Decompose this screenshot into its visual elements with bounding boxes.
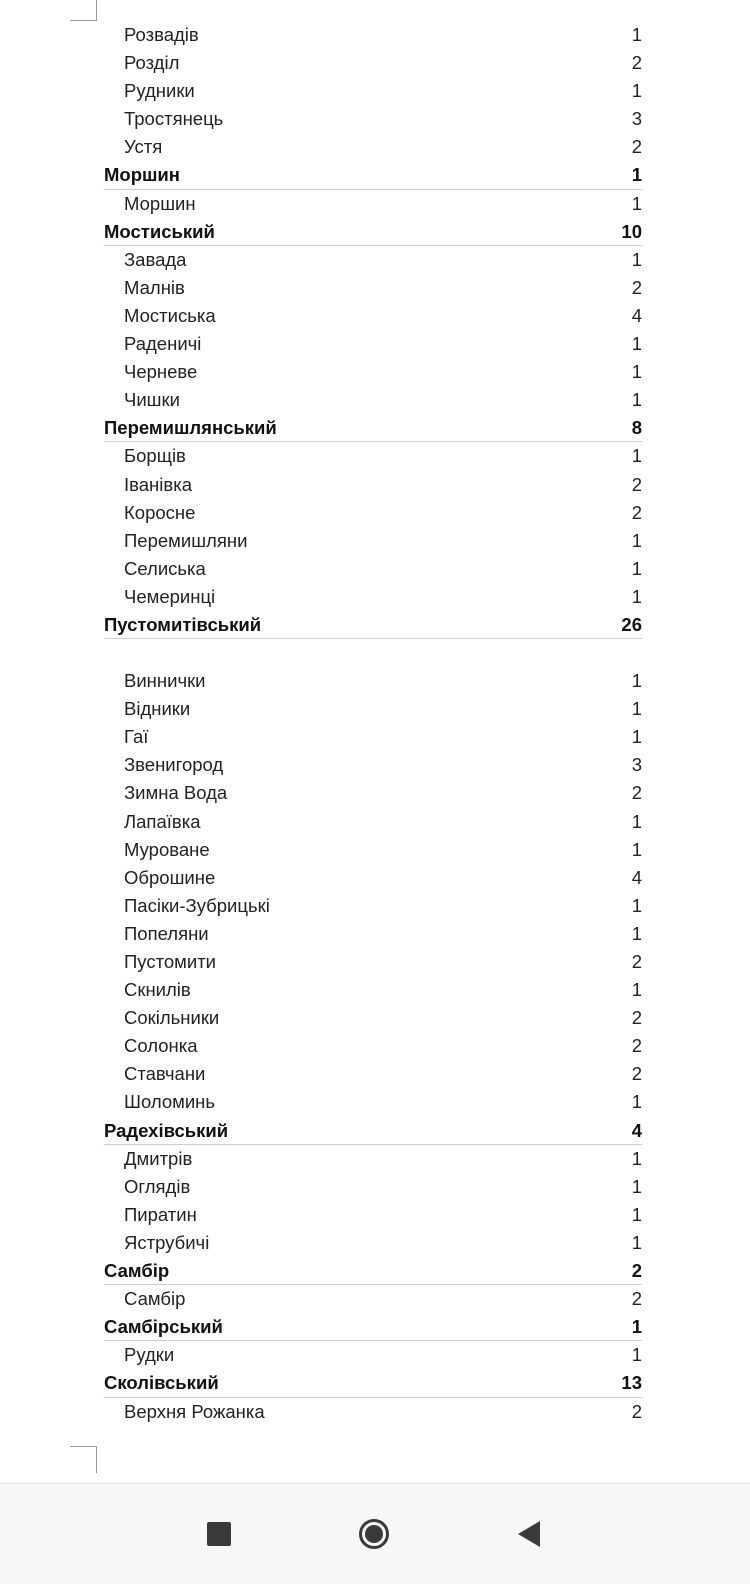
settlement-name: Лапаївка — [124, 810, 201, 832]
settlement-count: 1 — [631, 361, 642, 383]
settlement-row — [104, 667, 642, 695]
settlement-count: 2 — [631, 782, 642, 804]
settlement-row — [104, 21, 642, 49]
settlement-name: Іванівка — [124, 473, 192, 495]
settlement-name: Малнів — [124, 276, 185, 298]
settlement-name: Розділ — [124, 52, 180, 74]
district-name: Перемишлянський — [104, 417, 277, 439]
settlement-row — [104, 1341, 642, 1369]
settlement-name: Виннички — [124, 670, 206, 692]
settlement-count: 2 — [631, 276, 642, 298]
district-name: Моршин — [104, 164, 180, 186]
settlement-name: Ставчани — [124, 1063, 206, 1085]
settlement-count: 1 — [631, 1091, 642, 1113]
settlement-count: 1 — [631, 24, 642, 45]
back-button[interactable] — [507, 1512, 551, 1556]
settlement-name: Селиська — [124, 557, 206, 579]
settlement-row — [104, 779, 642, 807]
settlement-count: 1 — [631, 1147, 642, 1169]
settlement-count: 4 — [631, 304, 642, 326]
district-name: Мостиський — [104, 220, 215, 242]
settlement-count: 1 — [631, 557, 642, 579]
settlement-row — [104, 274, 642, 302]
district-count: 4 — [631, 1119, 642, 1141]
settlement-count: 3 — [631, 108, 642, 130]
district-name: Самбірський — [104, 1316, 223, 1338]
settlement-count: 1 — [631, 333, 642, 355]
settlement-name: Мостиська — [124, 304, 216, 326]
settlement-row — [104, 892, 642, 920]
settlement-name: Перемишляни — [124, 529, 248, 551]
settlement-name: Солонка — [124, 1035, 198, 1057]
district-row — [104, 611, 642, 639]
settlement-count: 2 — [631, 1035, 642, 1057]
settlement-row — [104, 246, 642, 274]
settlement-name: Сокільники — [124, 1007, 220, 1029]
district-count: 10 — [621, 220, 642, 242]
settlement-count: 1 — [631, 1175, 642, 1197]
settlement-row — [104, 442, 642, 470]
settlement-name: Чишки — [124, 389, 180, 411]
settlement-name: Борщів — [124, 445, 186, 467]
settlement-count: 1 — [631, 894, 642, 916]
settlement-row — [104, 948, 642, 976]
district-count: 26 — [621, 613, 642, 635]
settlement-row — [104, 1285, 642, 1313]
settlement-row — [104, 1145, 642, 1173]
settlement-name: Муроване — [124, 838, 210, 860]
settlement-count: 1 — [631, 585, 642, 607]
settlement-name: Оброшине — [124, 866, 216, 888]
crop-mark-bottom — [70, 1446, 97, 1473]
settlement-name: Дмитрів — [124, 1147, 193, 1169]
district-name: Самбір — [104, 1260, 170, 1282]
settlement-count: 2 — [631, 1007, 642, 1029]
settlement-row — [104, 976, 642, 1004]
settlement-name: Завада — [124, 248, 187, 270]
settlement-name: Розвадів — [124, 24, 199, 45]
settlement-name: Пасіки-Зубрицькі — [124, 894, 270, 916]
settlement-count: 1 — [631, 670, 642, 692]
android-navigation-bar — [0, 1483, 750, 1584]
settlement-row — [104, 302, 642, 330]
settlement-name: Раденичі — [124, 333, 202, 355]
settlement-name: Яструбичі — [124, 1231, 210, 1253]
settlement-count: 3 — [631, 754, 642, 776]
settlement-row — [104, 808, 642, 836]
settlement-name: Зимна Вода — [124, 782, 228, 804]
recent-apps-button[interactable] — [197, 1512, 241, 1556]
settlement-name: Звенигород — [124, 754, 224, 776]
district-row — [104, 414, 642, 442]
settlement-name: Самбір — [124, 1288, 186, 1310]
settlement-name: Пустомити — [124, 951, 217, 972]
district-row — [104, 1257, 642, 1285]
district-row — [104, 218, 642, 246]
settlement-count: 1 — [631, 529, 642, 551]
settlement-row — [104, 1032, 642, 1060]
settlement-name: Верхня Рожанка — [124, 1400, 265, 1422]
settlement-row — [104, 49, 642, 77]
circle-icon — [359, 1519, 389, 1549]
settlement-row — [104, 1060, 642, 1088]
settlement-count: 2 — [631, 1288, 642, 1310]
settlement-count: 1 — [631, 1344, 642, 1366]
settlement-row — [104, 1201, 642, 1229]
settlement-count: 1 — [631, 192, 642, 214]
district-count: 1 — [631, 164, 642, 186]
settlement-row — [104, 695, 642, 723]
settlement-row — [104, 190, 642, 218]
settlement-row — [104, 555, 642, 583]
settlement-row — [104, 471, 642, 499]
settlement-count: 1 — [631, 698, 642, 720]
settlement-count: 1 — [631, 248, 642, 270]
settlement-row — [104, 105, 642, 133]
district-name: Радехівський — [104, 1119, 229, 1141]
crop-mark-top — [70, 0, 97, 21]
district-count: 2 — [631, 1260, 642, 1282]
district-count: 8 — [631, 417, 642, 439]
settlement-row — [104, 1398, 642, 1426]
district-row — [104, 1369, 642, 1397]
settlement-row — [104, 723, 642, 751]
district-count: 13 — [621, 1372, 642, 1394]
settlement-row — [104, 499, 642, 527]
settlement-name: Моршин — [124, 192, 196, 214]
settlement-row — [104, 330, 642, 358]
settlement-name: Попеляни — [124, 922, 209, 944]
settlement-row — [104, 583, 642, 611]
settlement-name: Шоломинь — [124, 1091, 216, 1113]
settlement-count: 4 — [631, 866, 642, 888]
settlement-count: 2 — [631, 1400, 642, 1422]
settlement-row — [104, 77, 642, 105]
settlement-count: 1 — [631, 726, 642, 748]
home-button[interactable] — [352, 1512, 396, 1556]
settlement-row — [104, 864, 642, 892]
settlement-count: 1 — [631, 1203, 642, 1225]
settlement-count: 1 — [631, 80, 642, 102]
settlement-count: 2 — [631, 473, 642, 495]
settlement-name: Пиратин — [124, 1203, 197, 1225]
settlement-row — [104, 527, 642, 555]
back-triangle-icon — [518, 1521, 540, 1547]
district-row — [104, 161, 642, 189]
settlement-count: 1 — [631, 922, 642, 944]
settlement-count: 2 — [631, 136, 642, 158]
settlement-name: Тростянець — [124, 108, 224, 130]
settlement-name: Відники — [124, 698, 191, 720]
settlement-row — [104, 1173, 642, 1201]
settlement-count: 2 — [631, 951, 642, 972]
settlement-name: Гаї — [124, 726, 149, 748]
settlement-row — [104, 386, 642, 414]
settlement-count: 1 — [631, 810, 642, 832]
settlement-name: Рудки — [124, 1344, 175, 1366]
square-icon — [207, 1522, 231, 1546]
settlement-row — [104, 920, 642, 948]
settlement-name: Рудники — [124, 80, 195, 102]
settlement-row — [104, 751, 642, 779]
settlement-name: Чемеринці — [124, 585, 216, 607]
settlement-count: 1 — [631, 389, 642, 411]
settlement-count: 1 — [631, 1231, 642, 1253]
settlement-count: 2 — [631, 1063, 642, 1085]
settlement-count: 1 — [631, 838, 642, 860]
settlement-row — [104, 358, 642, 386]
district-row — [104, 1313, 642, 1341]
settlement-name: Устя — [124, 136, 163, 158]
settlement-row — [104, 133, 642, 161]
settlement-name: Коросне — [124, 501, 196, 523]
settlements-table — [104, 21, 642, 1426]
settlement-row — [104, 1229, 642, 1257]
settlement-count: 1 — [631, 979, 642, 1001]
settlement-name: Черневе — [124, 361, 198, 383]
district-name: Пустомитівський — [104, 613, 262, 635]
settlement-row — [104, 1004, 642, 1032]
settlement-count: 1 — [631, 445, 642, 467]
settlement-name: Оглядів — [124, 1175, 191, 1197]
district-name: Сколівський — [104, 1372, 219, 1394]
settlement-count: 2 — [631, 501, 642, 523]
district-count: 1 — [631, 1316, 642, 1338]
settlement-name: Скнилів — [124, 979, 191, 1001]
settlement-count: 2 — [631, 52, 642, 74]
settlement-row — [104, 836, 642, 864]
settlement-row — [104, 1088, 642, 1116]
district-row — [104, 1117, 642, 1145]
